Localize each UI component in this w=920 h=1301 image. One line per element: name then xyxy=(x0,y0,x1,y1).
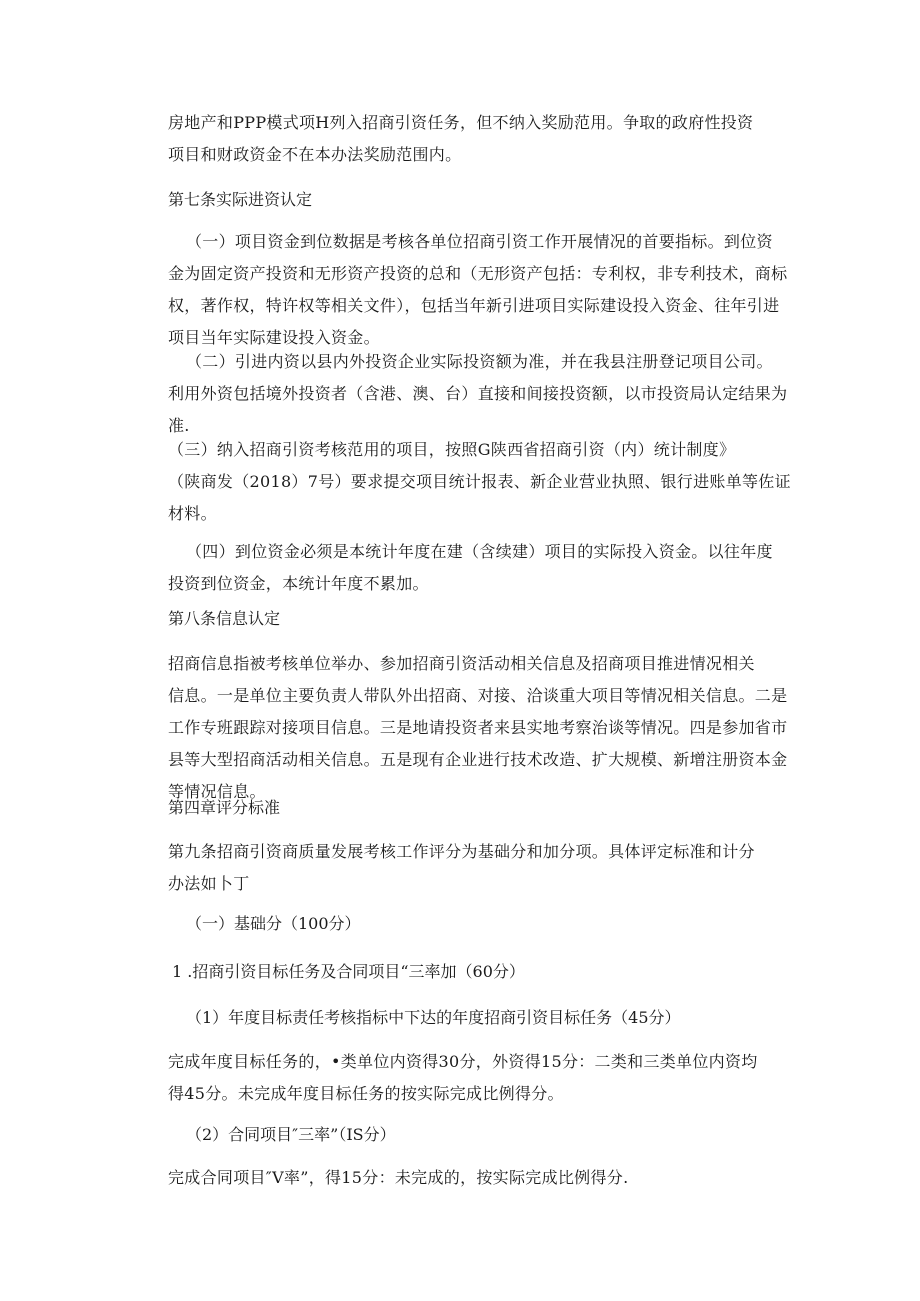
text-line: 房地产和PPP模式项H列入招商引资任务，但不纳入奖励范用。争取的政府性投资 xyxy=(168,113,754,132)
paragraph-funding-data xyxy=(168,226,786,354)
text-line: 金为固定资产投资和无形资产投资的总和（无形资产包括：专利权，非专利技术，商标 xyxy=(168,264,788,283)
text-line: （四）到位资金必须是本统计年度在建（含续建）项目的实际投入资金。以往年度 xyxy=(186,542,773,561)
text-line: （三）纳入招商引资考核范用的项目，按照G陕西省招商引资（内）统计制度》 xyxy=(168,440,736,459)
text-line: （陕商发（2018）7号）要求提交项目统计报表、新企业营业执照、银行进账单等佐证 xyxy=(168,472,791,491)
text-line: 完成合同项目″V率”，得15分：未完成的，按实际完成比例得分. xyxy=(168,1168,629,1187)
text-line: 办法如卜丁 xyxy=(168,874,250,893)
item-1-2-heading: （2）合同项目″三率”（IS分） xyxy=(186,1125,396,1144)
text-line: （二）引进内资以县内外投资企业实际投资额为准，并在我县注册登记项目公司。 xyxy=(186,352,773,371)
article-8-heading: 第八条信息认定 xyxy=(168,609,281,628)
text-line: 第九条招商引资商质量发展考核工作评分为基础分和加分项。具体评定标准和计分 xyxy=(168,842,755,861)
text-line: 准. xyxy=(168,416,190,435)
text-line: 县等大型招商活动相关信息。五是现有企业进行技术改造、扩大规模、新增注册资本金 xyxy=(168,750,788,769)
paragraph-domestic-investment xyxy=(168,346,786,442)
chapter-4-heading: 第四章评分标准 xyxy=(168,798,281,817)
text-line: 信息。一是单位主要负责人带队外出招商、对接、洽谈重大项目等情况相关信息。二是 xyxy=(168,686,788,705)
text-line: 项目和财政资金不在本办法奖励范围内。 xyxy=(168,145,462,164)
text-line: 材料。 xyxy=(168,504,217,523)
text-line: 等情况信息。 xyxy=(168,782,266,801)
text-line: 完成年度目标任务的，•类单位内资得30分，外资得15分：二类和三类单位内资均 xyxy=(168,1052,758,1071)
text-line: 权，著作权，特许权等相关文件），包括当年新引进项目实际建设投入资金、往年引进 xyxy=(168,296,780,315)
text-line: 招商信息指被考核单位举办、参加招商引资活动相关信息及招商项目推进情况相关 xyxy=(168,654,755,673)
text-line: 项目当年实际建设投入资金。 xyxy=(168,328,380,347)
article-7-heading: 第七条实际进资认定 xyxy=(168,190,313,209)
paragraph-article-9 xyxy=(168,836,786,900)
text-line: 得45分。未完成年度目标任务的按实际完成比例得分。 xyxy=(168,1084,564,1103)
paragraph-contract-project xyxy=(168,1162,786,1194)
item-1-1-heading: （1）年度目标责任考核指标中下达的年度招商引资目标任务（45分） xyxy=(186,1008,681,1027)
text-line: 工作专班跟踪对接项目信息。三是地请投资者来县实地考察治谈等情况。四是参加省市 xyxy=(168,718,788,737)
item-1-heading: 1 .招商引资目标任务及合同项目“三率加（60分） xyxy=(172,962,525,981)
basic-score-heading: （一）基础分（100分） xyxy=(186,914,361,933)
text-line: 利用外资包括境外投资者（含港、澳、台）直接和间接投资额，以市投资局认定结果为 xyxy=(168,384,788,403)
paragraph-real-estate-ppp xyxy=(168,107,786,171)
text-line: 投资到位资金，本统计年度不累加。 xyxy=(168,574,429,593)
paragraph-funds-in-place xyxy=(168,536,786,600)
paragraph-assessment-scope xyxy=(168,434,791,530)
text-line: （一）项目资金到位数据是考核各单位招商引资工作开展情况的首要指标。到位资 xyxy=(186,232,773,251)
paragraph-annual-target xyxy=(168,1046,786,1110)
paragraph-information-recognition xyxy=(168,648,786,808)
